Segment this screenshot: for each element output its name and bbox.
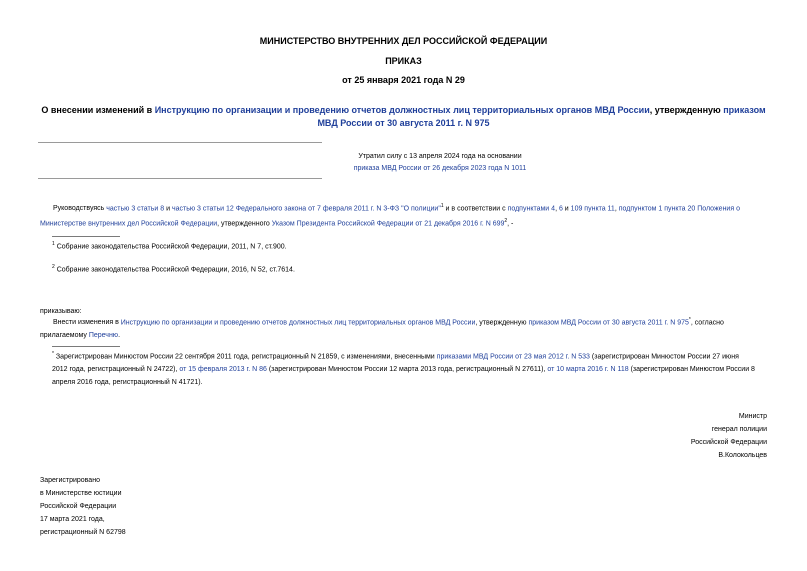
order-text-1: Внести изменения в: [53, 319, 121, 327]
preamble-text-3: и в соответствии с: [443, 205, 508, 213]
signature-country: Российской Федерации: [690, 439, 767, 446]
signature-name: В.Колокольцев: [718, 452, 767, 459]
order-paragraph: [40, 314, 767, 342]
ministry-link[interactable]: Министерстве внутренних дел Российской Федерации: [40, 220, 218, 228]
instruction-link[interactable]: Инструкцию по организации и проведению отчетов должностных лиц территориальных органов МВД России: [154, 105, 650, 115]
footnote-star: [52, 348, 767, 389]
repeal-order-link[interactable]: приказа МВД России от 26 декабря 2023 года N 1011: [353, 165, 527, 172]
footnote-mark-2: 2: [52, 264, 55, 270]
footnote-star-text-5: (зарегистрирован Минюстом России 8: [628, 366, 755, 374]
subject-mid: , утвержденную: [649, 105, 724, 115]
preamble-text-5: и: [562, 205, 571, 213]
law-link-art8[interactable]: частью 3 статьи 8: [106, 205, 165, 213]
footnote-ref-2[interactable]: 2: [504, 218, 508, 225]
preamble-text-6: ,: [614, 205, 619, 213]
regulation-link[interactable]: подпунктом 1 пункта 20 Положения о: [618, 205, 740, 213]
document-subject: [40, 104, 767, 130]
list-link[interactable]: Перечню: [88, 332, 119, 340]
registration-line-5: регистрационный N 62798: [40, 529, 126, 536]
subpoint-109-link[interactable]: 109 пункта 11: [570, 205, 615, 213]
signature-title: Министр: [738, 413, 767, 420]
divider-bottom: [38, 178, 322, 179]
footnote-star-text-2: (зарегистрирован Минюстом России 27 июня: [589, 353, 739, 361]
preamble-text-7: , утвержденного: [217, 220, 272, 228]
preamble-text-2: и: [164, 205, 172, 213]
status-link-wrap: [300, 162, 580, 175]
footnote-mark-star: *: [52, 351, 54, 357]
order-text-3: , согласно: [690, 319, 724, 327]
footnote-1: [52, 238, 287, 253]
registration-line-1: Зарегистрировано: [40, 477, 100, 484]
document-date-number: от 25 января 2021 года N 29: [342, 75, 465, 85]
signature-block: [691, 410, 767, 462]
registration-line-3: Российской Федерации: [40, 503, 117, 510]
order-details-link[interactable]: МВД России от 30 августа 2011 г. N 975: [317, 118, 490, 128]
footnote-ref-1[interactable]: 1: [440, 203, 444, 209]
signature-rank: генерал полиции: [711, 426, 767, 433]
order-text-2: , утвержденную: [475, 319, 529, 327]
amend-533-link[interactable]: приказами МВД России от 23 мая 2012 г. N 533: [436, 353, 590, 361]
footnote-star-text-3: 2012 года, регистрационный N 24722),: [52, 366, 180, 374]
footnote-star-text-1: Зарегистрирован Минюстом России 22 сентября 2011 года, регистрационный N 21859, с изменениями, внесенными: [53, 353, 437, 361]
footnote-divider-2: [52, 346, 120, 347]
ministry-title: МИНИСТЕРСТВО ВНУТРЕННИХ ДЕЛ РОССИЙСКОЙ ФЕДЕРАЦИИ: [259, 36, 548, 46]
order-instruction-link[interactable]: Инструкцию по организации и проведению отчетов должностных лиц территориальных органов МВД России: [120, 319, 476, 327]
subpoints-link[interactable]: подпунктами 4: [507, 205, 556, 213]
footnote-star-text-4: (зарегистрирован Минюстом России 12 марта 2013 года, регистрационный N 27611),: [266, 366, 548, 374]
law-link-art12[interactable]: частью 3 статьи 12 Федерального закона от 7 февраля 2011 г. N 3-ФЗ "О полиции": [171, 205, 441, 213]
order-text-5: .: [118, 332, 121, 340]
footnote-ref-star[interactable]: *: [688, 317, 691, 323]
subject-prefix: О внесении изменений в: [41, 105, 155, 115]
document-type: ПРИКАЗ: [385, 56, 422, 66]
footnote-text-2: Собрание законодательства Российской Федерации, 2016, N 52, ст.7614.: [54, 266, 295, 274]
order-text-4: прилагаемому: [40, 332, 89, 340]
decree-link[interactable]: Указом Президента Российской Федерации от 21 декабря 2016 г. N 699: [271, 220, 505, 228]
amend-86-link[interactable]: от 15 февраля 2013 г. N 86: [179, 366, 267, 374]
status-text: Утратил силу с 13 апреля 2024 года на основании: [358, 153, 522, 160]
footnote-divider-1: [52, 236, 120, 237]
footnote-text-1: Собрание законодательства Российской Федерации, 2011, N 7, ст.900.: [54, 243, 287, 251]
order-link[interactable]: приказом: [723, 105, 766, 115]
preamble-text-4: ,: [555, 205, 559, 213]
registration-block: [40, 474, 126, 539]
footnote-star-text-6: апреля 2016 года, регистрационный N 41721).: [52, 379, 203, 387]
footnote-2: [52, 261, 295, 276]
amend-118-link[interactable]: от 10 марта 2016 г. N 118: [547, 366, 629, 374]
preamble-text-1: Руководствуясь: [53, 205, 107, 213]
registration-line-2: в Министерстве юстиции: [40, 490, 122, 497]
registration-line-4: 17 марта 2021 года,: [40, 516, 105, 523]
order-975-link[interactable]: приказом МВД России от 30 августа 2011 г. N 975: [528, 319, 689, 327]
divider-top: [38, 142, 322, 143]
order-verb: приказываю:: [40, 308, 82, 315]
preamble-text-8: , -: [507, 220, 514, 228]
subpoint-6-link[interactable]: 6: [558, 205, 563, 213]
preamble-paragraph: [40, 200, 767, 231]
footnote-mark-1: 1: [52, 241, 55, 247]
